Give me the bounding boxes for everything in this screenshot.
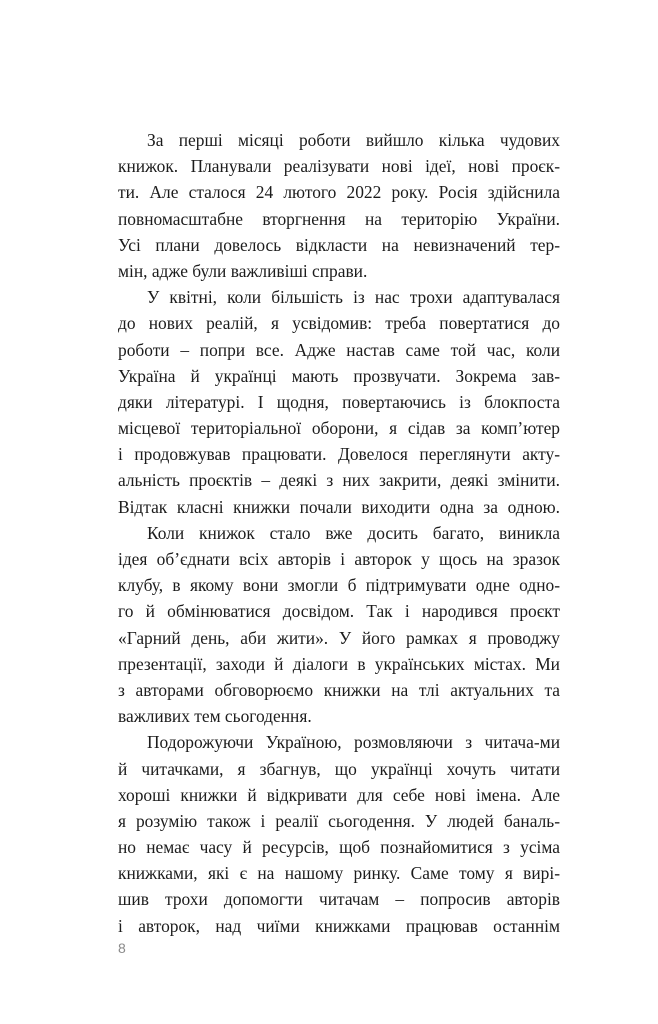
text-line: Коли книжок стало вже досить багато, виникла	[147, 522, 560, 543]
text-line: і продовжував працювати. Довелося переглянути акту-	[118, 444, 560, 465]
body-text	[118, 127, 560, 939]
text-line: Подорожуючи Україною, розмовляючи з читача-ми	[147, 732, 560, 753]
text-line: альність проєктів – деякі з них закрити, деякі змінити.	[118, 470, 560, 491]
text-line: книжок. Планували реалізувати нові ідеї, нові проєк-	[118, 156, 560, 177]
text-line: клубу, в якому вони змогли б підтримувати одне одно-	[118, 575, 560, 596]
text-line: мін, адже були важливіші справи.	[118, 260, 368, 281]
text-line: я розумію також і реалії сьогодення. У людей баналь-	[118, 810, 560, 831]
text-line: з авторами обговорюємо книжки на тлі актуальних та	[118, 679, 560, 700]
text-line: книжками, які є на нашому ринку. Саме тому я вирі-	[118, 863, 560, 884]
text-line: повномасштабне вторгнення на територію України.	[118, 208, 560, 229]
text-line: роботи – попри все. Адже настав саме той час, коли	[118, 339, 560, 360]
text-line: дяки літературі. І щодня, повертаючись із блокпоста	[118, 391, 560, 412]
text-line: У квітні, коли більшість із нас трохи адаптувалася	[147, 287, 560, 308]
text-line: но немає часу й ресурсів, щоб познайомитися з усіма	[118, 837, 560, 858]
text-line: важливих тем сьогодення.	[118, 706, 312, 727]
text-line: ти. Але сталося 24 лютого 2022 року. Росія здійснила	[118, 182, 560, 203]
page-number: 8	[118, 940, 126, 956]
text-line: презентації, заходи й діалоги в українських містах. Ми	[118, 653, 560, 674]
text-line: Усі плани довелось відкласти на невизначений тер-	[118, 234, 560, 255]
text-line: й читачками, я збагнув, що українці хочуть читати	[118, 758, 560, 779]
text-line: Відтак класні книжки почали виходити одна за одною.	[118, 496, 560, 517]
text-line: За перші місяці роботи вийшло кілька чудових	[147, 130, 560, 150]
text-line: хороші книжки й відкривати для себе нові імена. Але	[118, 784, 560, 805]
text-line: місцевої територіальної оборони, я сідав за комп’ютер	[118, 418, 560, 439]
text-line: і авторок, над чиїми книжками працював останнім	[118, 915, 560, 936]
text-line: шив трохи допомогти читачам – попросив авторів	[118, 889, 560, 910]
text-line: «Гарний день, аби жити». У його рамках я проводжу	[118, 627, 560, 648]
text-line: до нових реалій, я усвідомив: треба повертатися до	[118, 313, 560, 334]
text-line: го й обмінюватися досвідом. Так і народився проєкт	[118, 601, 560, 622]
text-line: Україна й українці мають прозвучати. Зокрема зав-	[118, 365, 560, 386]
text-line: ідея об’єднати всіх авторів і авторок у щось на зразок	[118, 549, 560, 569]
